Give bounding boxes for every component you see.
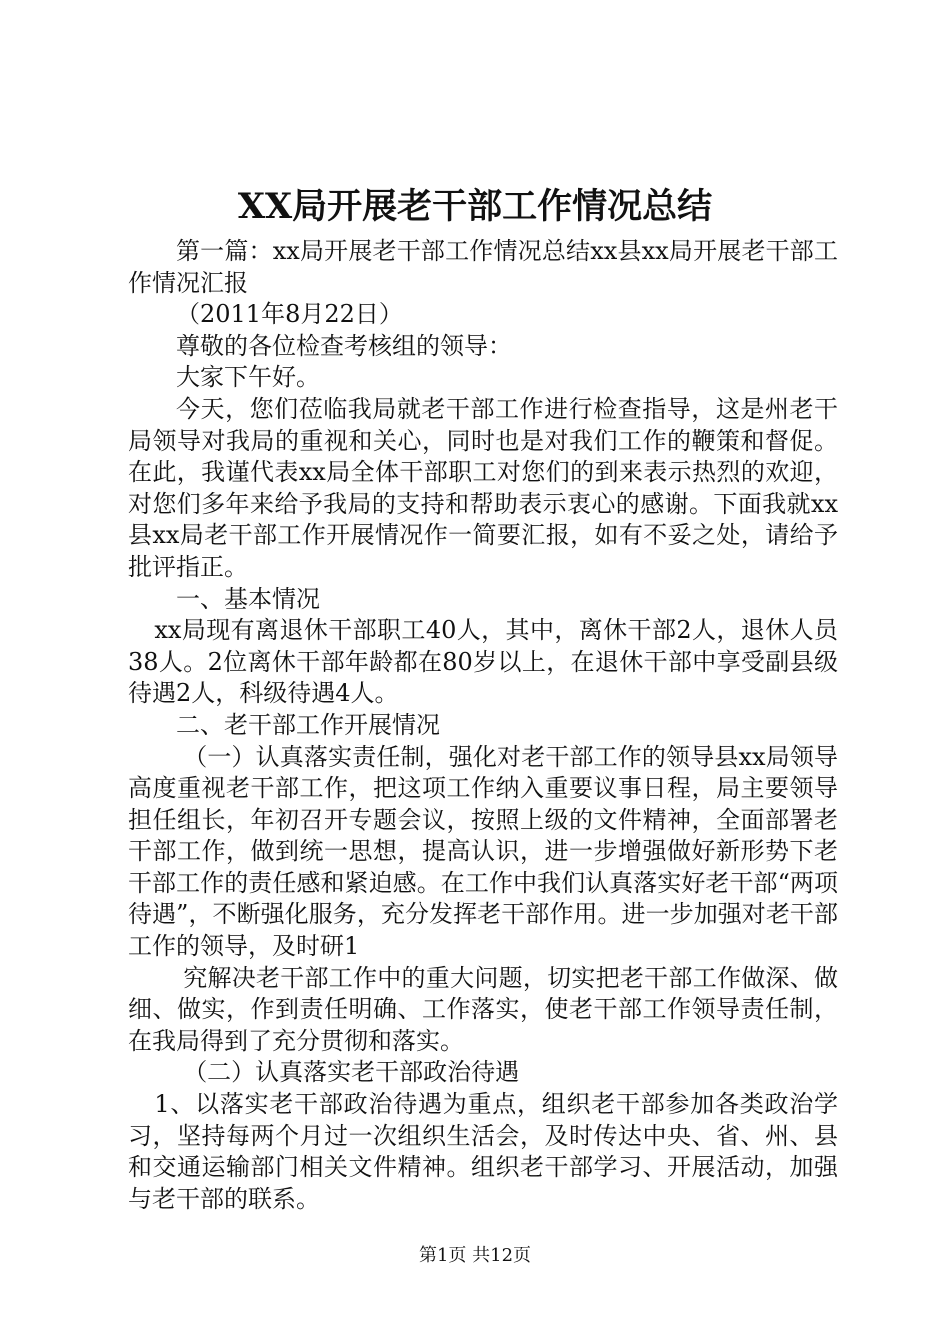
paragraph-responsibility: （一）认真落实责任制，强化对老干部工作的领导县xx局领导高度重视老干部工作，把这项工作纳入重要议事日程，局主要领导担任组长，年初召开专题会议，按照上级的文件精神，全面部署老干部工作，做到统一思想，提高认识，进一步增强做好新形势下老干部工作的责任感和紧迫感。在工作中我们认真落实好老干部“两项待遇”，不断强化服务，充分发挥老干部作用。进一步加强对老干部工作的领导，及时研1 <box>128 742 838 961</box>
paragraph-opening: 今天，您们莅临我局就老干部工作进行检查指导，这是州老干局领导对我局的重视和关心，同时也是对我们工作的鞭策和督促。在此，我谨代表xx局全体干部职工对您们的到来表示热烈的欢迎，对您们多年来给予我局的支持和帮助表示衷心的感谢。下面我就xx县xx局老干部工作开展情况作一简要汇报，如有不妥之处，请给予批评指正。 <box>128 394 838 581</box>
page-footer: 第1页 共12页 <box>418 1245 532 1266</box>
paragraph-political: 1、以落实老干部政治待遇为重点，组织老干部参加各类政治学习，坚持每两个月过一次组织生活会，及时传达中央、省、州、县和交通运输部门相关文件精神。组织老干部学习、开展活动，加强与老干部的联系。 <box>128 1090 838 1213</box>
document-title: XX局开展老干部工作情况总结 <box>237 186 713 227</box>
paragraph-greeting: 大家下午好。 <box>176 363 320 392</box>
section-heading-basic: 一、基本情况 <box>176 584 320 613</box>
paragraph-intro: 第一篇：xx局开展老干部工作情况总结xx县xx局开展老干部工作情况汇报 <box>128 237 838 297</box>
paragraph-salutation: 尊敬的各位检查考核组的领导： <box>176 331 512 360</box>
subheading-political: （二）认真落实老干部政治待遇 <box>183 1058 520 1087</box>
paragraph-date: （2011年8月22日） <box>176 300 403 329</box>
paragraph-continued: 究解决老干部工作中的重大问题，切实把老干部工作做深、做细、做实，作到责任明确、工作落实，使老干部工作领导责任制，在我局得到了充分贯彻和落实。 <box>128 963 838 1055</box>
section-heading-work: 二、老干部工作开展情况 <box>176 710 440 739</box>
paragraph-basic: xx局现有离退休干部职工40人，其中，离休干部2人，退休人员38人。2位离休干部年龄都在80岁以上，在退休干部中享受副县级待遇2人，科级待遇4人。 <box>128 616 838 708</box>
document-body <box>128 236 838 1215</box>
